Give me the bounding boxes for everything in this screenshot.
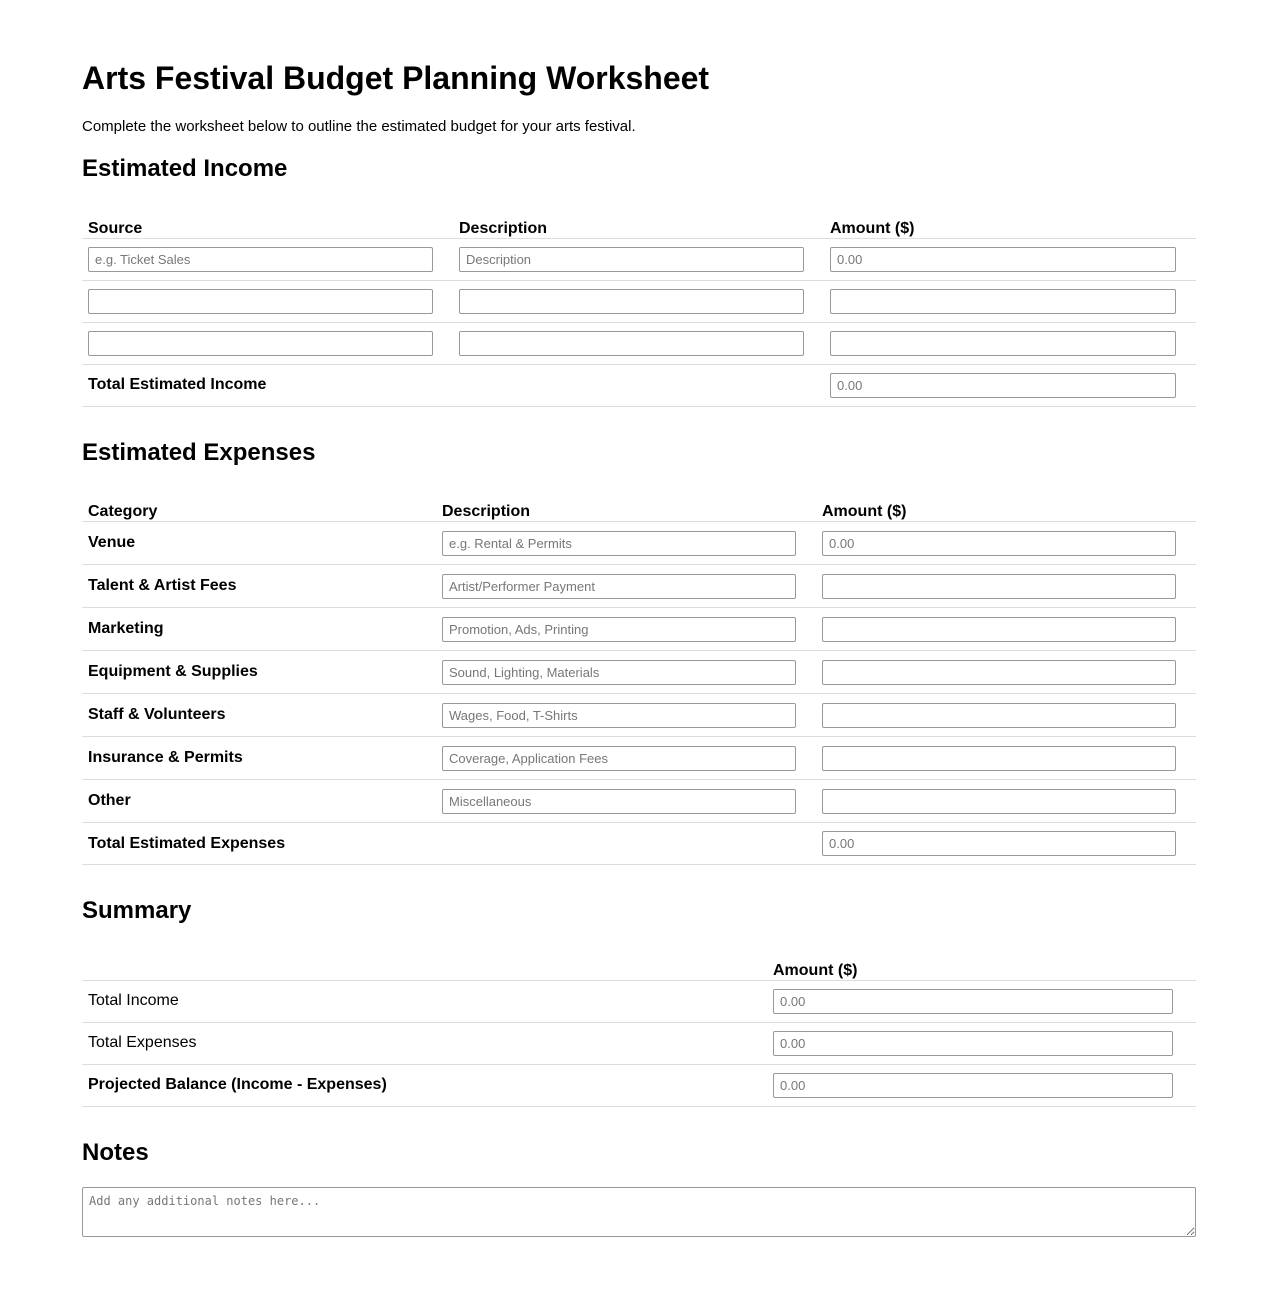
summary-total-income-label: Total Income bbox=[82, 980, 767, 1022]
expense-category-label: Venue bbox=[82, 522, 436, 565]
page-title: Arts Festival Budget Planning Worksheet bbox=[82, 60, 710, 96]
income-total-input[interactable] bbox=[830, 373, 1176, 398]
expenses-table bbox=[82, 481, 1196, 866]
expense-category-label: Marketing bbox=[82, 608, 436, 651]
income-row bbox=[82, 322, 1196, 364]
summary-table bbox=[82, 939, 1196, 1107]
expenses-total-row bbox=[82, 823, 1196, 865]
income-row bbox=[82, 238, 1196, 280]
summary-projected-balance-label: Projected Balance (Income - Expenses) bbox=[82, 1064, 767, 1106]
income-amount-input[interactable] bbox=[830, 289, 1176, 314]
expenses-header-description: Description bbox=[442, 503, 531, 520]
income-heading: Estimated Income bbox=[82, 155, 288, 182]
expense-row bbox=[82, 651, 1196, 694]
worksheet-page bbox=[82, 0, 1196, 1237]
summary-row bbox=[82, 1064, 1196, 1106]
expense-row bbox=[82, 737, 1196, 780]
expense-description-input[interactable] bbox=[442, 703, 796, 728]
intro-text: Complete the worksheet below to outline the estimated budget for your arts festival. bbox=[82, 118, 636, 135]
expense-description-input[interactable] bbox=[442, 617, 796, 642]
summary-header-label bbox=[82, 939, 767, 980]
income-table bbox=[82, 197, 1196, 407]
summary-total-income-input[interactable] bbox=[773, 989, 1173, 1014]
expense-amount-input[interactable] bbox=[822, 574, 1176, 599]
expenses-header-category: Category bbox=[88, 503, 158, 520]
expenses-total-input[interactable] bbox=[822, 831, 1176, 856]
summary-header-amount: Amount ($) bbox=[773, 961, 858, 979]
summary-total-expenses-label: Total Expenses bbox=[82, 1022, 767, 1064]
summary-projected-balance-input[interactable] bbox=[773, 1073, 1173, 1098]
expense-description-input[interactable] bbox=[442, 746, 796, 771]
expense-category-label: Talent & Artist Fees bbox=[82, 565, 436, 608]
summary-heading: Summary bbox=[82, 897, 192, 924]
expense-amount-input[interactable] bbox=[822, 703, 1176, 728]
income-source-input[interactable] bbox=[88, 331, 433, 356]
summary-row bbox=[82, 1022, 1196, 1064]
expense-row bbox=[82, 694, 1196, 737]
income-total-row bbox=[82, 364, 1196, 406]
expense-category-label: Insurance & Permits bbox=[82, 737, 436, 780]
summary-total-expenses-input[interactable] bbox=[773, 1031, 1173, 1056]
expenses-heading: Estimated Expenses bbox=[82, 438, 316, 466]
expense-description-input[interactable] bbox=[442, 574, 796, 599]
expenses-header-amount: Amount ($) bbox=[822, 503, 907, 520]
notes-textarea[interactable] bbox=[82, 1187, 1196, 1237]
income-amount-input[interactable] bbox=[830, 247, 1176, 272]
summary-row bbox=[82, 980, 1196, 1022]
income-header-description: Description bbox=[459, 219, 548, 237]
expense-description-input[interactable] bbox=[442, 789, 796, 814]
income-description-input[interactable] bbox=[459, 289, 804, 314]
expense-row bbox=[82, 608, 1196, 651]
expense-amount-input[interactable] bbox=[822, 789, 1176, 814]
expense-description-input[interactable] bbox=[442, 531, 796, 556]
expense-amount-input[interactable] bbox=[822, 617, 1176, 642]
expense-description-input[interactable] bbox=[442, 660, 796, 685]
expense-row bbox=[82, 565, 1196, 608]
expense-amount-input[interactable] bbox=[822, 746, 1176, 771]
expense-row bbox=[82, 780, 1196, 823]
expense-row bbox=[82, 522, 1196, 565]
income-header-source: Source bbox=[88, 219, 143, 237]
expense-category-label: Equipment & Supplies bbox=[82, 651, 436, 694]
income-amount-input[interactable] bbox=[830, 331, 1176, 356]
income-description-input[interactable] bbox=[459, 331, 804, 356]
notes-heading: Notes bbox=[82, 1138, 149, 1166]
income-description-input[interactable] bbox=[459, 247, 804, 272]
expense-amount-input[interactable] bbox=[822, 660, 1176, 685]
income-row bbox=[82, 280, 1196, 322]
income-total-label: Total Estimated Income bbox=[82, 364, 824, 406]
expense-amount-input[interactable] bbox=[822, 531, 1176, 556]
income-source-input[interactable] bbox=[88, 247, 433, 272]
income-source-input[interactable] bbox=[88, 289, 433, 314]
expenses-total-label: Total Estimated Expenses bbox=[82, 823, 816, 865]
expense-category-label: Staff & Volunteers bbox=[82, 694, 436, 737]
income-header-amount: Amount ($) bbox=[830, 219, 915, 237]
expense-category-label: Other bbox=[82, 780, 436, 823]
